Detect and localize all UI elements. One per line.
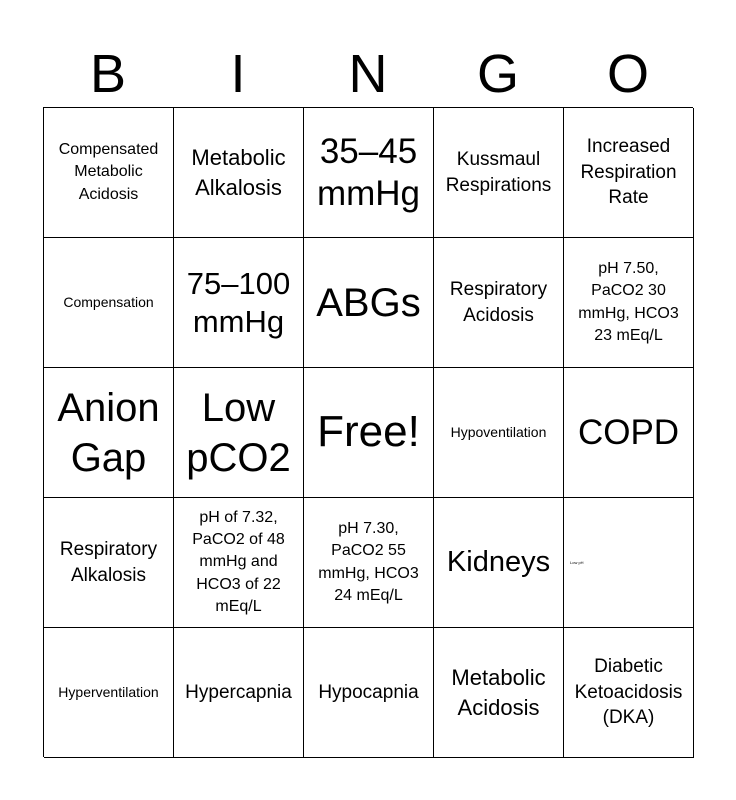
cell-text: Diabetic Ketoacidosis (DKA) <box>574 656 683 729</box>
bingo-board <box>43 107 693 757</box>
header-letter-b: B <box>89 44 127 104</box>
bingo-cell[interactable] <box>304 498 434 628</box>
cell-text: COPD <box>577 412 680 452</box>
cell-text: Hypocapnia <box>318 681 419 703</box>
cell-text: Kussmaul Respirations <box>445 148 552 196</box>
header-letter-n: N <box>348 44 388 104</box>
cell-text: Compensation <box>63 294 154 311</box>
cell-text: 35–45 mmHg <box>316 131 421 213</box>
cell-text: pH 7.30, PaCO2 55 mmHg, HCO3 24 mEq/L <box>318 519 419 604</box>
bingo-cell[interactable] <box>304 628 434 758</box>
bingo-cell[interactable] <box>174 238 304 368</box>
header-letter-i: I <box>230 44 246 104</box>
cell-text: pH of 7.32, PaCO2 of 48 mmHg and HCO3 of 22 mEq/L <box>192 508 285 616</box>
cell-text: Hypercapnia <box>185 681 292 703</box>
free-space-text: Free! <box>317 407 420 457</box>
cell-text: Metabolic Acidosis <box>451 664 546 720</box>
cell-text: Metabolic Alkalosis <box>191 144 286 200</box>
cell-text: Increased Respiration Rate <box>580 136 677 209</box>
bingo-cell[interactable] <box>174 368 304 498</box>
bingo-cell[interactable] <box>434 238 564 368</box>
cell-text: Low pCO2 <box>186 385 291 480</box>
bingo-cell[interactable] <box>44 498 174 628</box>
bingo-header <box>43 40 693 108</box>
bingo-cell[interactable] <box>174 108 304 238</box>
bingo-cell[interactable] <box>434 368 564 498</box>
cell-text: Respiratory Alkalosis <box>59 538 158 586</box>
bingo-cell[interactable] <box>434 628 564 758</box>
bingo-cell[interactable] <box>564 368 694 498</box>
cell-text: Respiratory Acidosis <box>449 278 548 326</box>
bingo-cell[interactable] <box>564 628 694 758</box>
cell-text: Compensated Metabolic Acidosis <box>58 140 159 203</box>
cell-text: 75–100 mmHg <box>186 266 291 339</box>
bingo-cell free-space[interactable] <box>304 368 434 498</box>
cell-text: Anion Gap <box>57 385 160 480</box>
bingo-cell[interactable] <box>304 238 434 368</box>
cell-text: Low pH <box>570 559 584 565</box>
bingo-cell[interactable] <box>434 108 564 238</box>
bingo-cell[interactable] <box>44 628 174 758</box>
cell-text: pH 7.50, PaCO2 30 mmHg, HCO3 23 mEq/L <box>578 259 679 344</box>
bingo-cell[interactable] <box>564 498 694 628</box>
bingo-cell[interactable] <box>44 108 174 238</box>
bingo-cell[interactable] <box>174 628 304 758</box>
header-letter-g: G <box>476 44 519 104</box>
cell-text: Kidneys <box>446 545 551 578</box>
bingo-cell[interactable] <box>564 238 694 368</box>
cell-text: Hypoventilation <box>450 424 547 441</box>
cell-text: ABGs <box>316 280 421 325</box>
bingo-cell[interactable] <box>44 238 174 368</box>
bingo-cell[interactable] <box>44 368 174 498</box>
bingo-cell[interactable] <box>564 108 694 238</box>
header-letter-o: O <box>606 44 649 104</box>
bingo-cell[interactable] <box>174 498 304 628</box>
bingo-cell[interactable] <box>304 108 434 238</box>
cell-text: Hyperventilation <box>58 684 159 701</box>
bingo-cell[interactable] <box>434 498 564 628</box>
